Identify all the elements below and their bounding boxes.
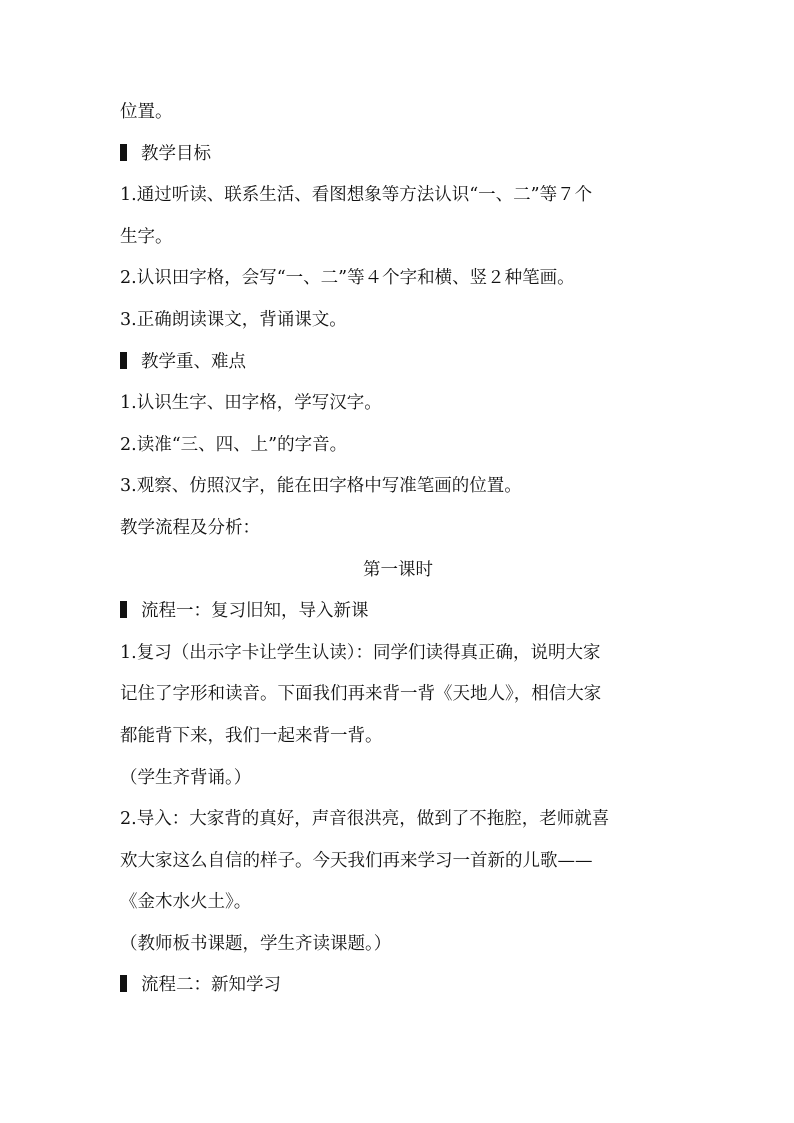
text-line: 教学流程及分析： xyxy=(120,517,260,538)
text-line: 2.认识田字格，会写“一、二”等４个字和横、竖２种笔画。 xyxy=(120,268,575,289)
text-line: 记住了字形和读音。下面我们再来背一背《天地人》，相信大家 xyxy=(120,684,602,705)
heading-label: 教学目标 xyxy=(141,143,211,164)
heading-label: 教学重、难点 xyxy=(141,351,246,372)
section-heading-teaching-goals xyxy=(120,134,676,176)
section-heading-key-points xyxy=(120,342,676,384)
text-line: 都能背下来，我们一起来背一背。 xyxy=(120,725,383,746)
text-line: 2.读准“三、四、上”的字音。 xyxy=(120,434,348,455)
text-line: （学生齐背诵。） xyxy=(120,767,252,788)
text-line: 2.导入：大家背的真好，声音很洪亮，做到了不拖腔，老师就喜 xyxy=(120,809,610,830)
heading-bar-icon xyxy=(120,144,127,161)
section-heading-process-two xyxy=(120,965,676,1007)
heading-bar-icon xyxy=(120,601,127,618)
text-line: （教师板书课题，学生齐读课题。） xyxy=(120,933,392,954)
lesson-title: 第一课时 xyxy=(363,559,433,580)
heading-bar-icon xyxy=(120,352,127,369)
heading-bar-icon xyxy=(120,975,127,992)
text-line: 1.通过听读、联系生活、看图想象等方法认识“一、二”等７个 xyxy=(120,185,593,206)
text-line: 欢大家这么自信的样子。今天我们再来学习一首新的儿歌—— xyxy=(120,850,593,871)
text-line: 1.认识生字、田字格，学写汉字。 xyxy=(120,393,382,414)
document-page xyxy=(120,92,676,1007)
text-line: 《金木水火土》。 xyxy=(120,892,252,913)
text-line: 位置。 xyxy=(120,102,173,122)
text-line: 3.正确朗读课文，背诵课文。 xyxy=(120,309,347,330)
heading-label: 流程二：新知学习 xyxy=(141,975,281,996)
text-line: 3.观察、仿照汉字，能在田字格中写准笔画的位置。 xyxy=(120,476,522,497)
section-heading-process-one xyxy=(120,591,676,633)
text-line: 生字。 xyxy=(120,226,173,247)
text-line: 1.复习（出示字卡让学生认读）：同学们读得真正确，说明大家 xyxy=(120,642,601,663)
heading-label: 流程一：复习旧知，导入新课 xyxy=(141,601,369,622)
